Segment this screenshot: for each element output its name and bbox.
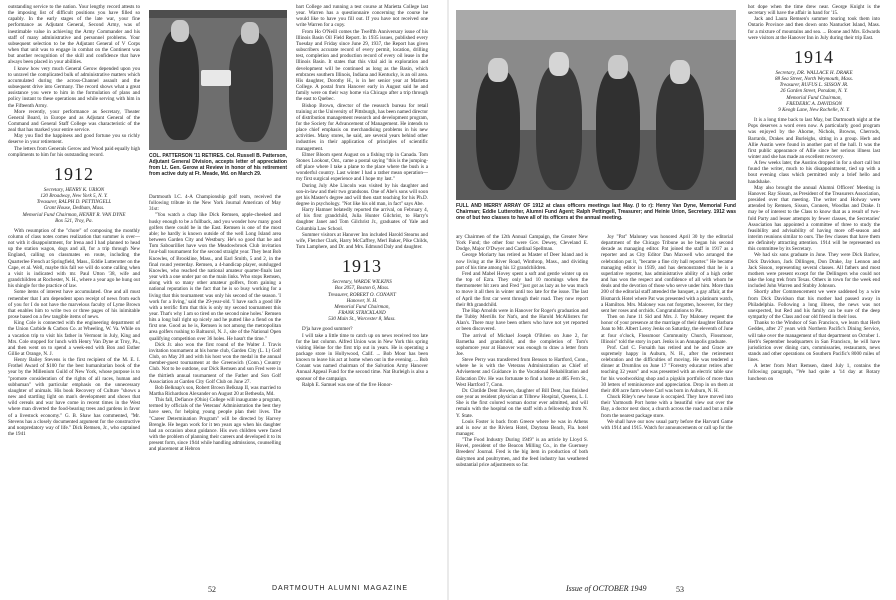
fund-chairman-address: 9 Keogh Lane, New Rochelle, N. Y. — [778, 106, 850, 113]
paragraph: The arrival of Michael Joseph O'Brien on June 2, for Barnetha and grandchild, and the completion of Tom's sophomore year at Hanover was enough to draw a letter from Joe. — [456, 332, 588, 357]
paragraph: We shall have our now usual party before the Harvard Game with 1914 and 1915. Watch for announcements or call up for the — [601, 418, 733, 431]
paragraph: D'ja have good summer? — [302, 326, 353, 333]
paragraph: Prof. Carl C. Forsaith has retired and he and Grace are supremely happy in Auburn, N. H., after the retirement celebration and the difficulties of moving. He was tendered a dinner at Drumlins on June 17 "Forestry educator retires after teaching 32 years" and was presented with an electric table saw for his woodworking shop and a pigskin portfolio of more than 30 letters of reminiscence and appreciation. Drop in on them at their 400 acre farm where Carl was born in Auburn, N. H. — [601, 344, 733, 394]
class-year-heading: 1913 — [342, 256, 382, 277]
paragraph: This fall, Defiance (Ohio) College will inaugurate a program, termed by officials of the Veterans' Administration the best they have seen, for helping young people plan their lives. The "Career Determination Program" will be directed by Harvey Brengle. He began work for it ten years ago when his daughter had an occasion about guidance. His own children were faced with the problem of planning their careers and developed it to its present form, since 1944 while handling admissions, counselling and placement at Hebron — [149, 397, 281, 453]
paragraph: Henry Bailey Stevens is the first recipient of the M. E. I. Frothel Award of $100 for the best humanitarian book of the year by the Millenium Guild of New York, whose purpose is to "promote consideration of the rights of all races, human and subhuman" with particular emphasis on the unnecessary slaughter of animals. His book Recovery of Culture "shows a new and startling light on man's development and shows that wild cereals and war have come in recent times in the West where man diverted the food-bearing trees and gardens in favor of a livestock economy." G. B. Shaw has commented, "Mr. Stevens has a closely documented argument for the constructive and nonpredatory way of life." Dick Remsen, Jr., who captained the 1941 — [8, 357, 140, 437]
paragraph: We had six sons graduate in June. They were Dick Barlow, Dick Davidson, Jack Dillingen, Don Drake, Jay Lennon and Jack Sisson, representing several classes. All fathers and most mothers were present except for the Dellingers who could not take the long trek from Texas. Others in town for the week end included John Warren and Stubby Johnson. — [748, 252, 880, 290]
treasurer-address: Hanover, N. H. — [346, 297, 378, 304]
paragraph: Steve Perry was transferred from Benson to Hartford, Conn., where he is with the Veterans Administration as Chief of Advisement and Guidance in the Vocational Rehabilitation and Education Div. He was fortunate to find a home at 485 Fern St., West Hartford 7, Conn. — [456, 357, 588, 388]
photo-caption: FULL AND MERRY ARRAY OF 1912 at class officers meetings last May. (l to r): Henry Van Dyne, Memorial Fund Chairman; Eddie Lutterotter, Alumni Fund Agent; Ralph Pettingell, Treasurer; and Heinie Urion, Secretary. 1912 was one of but two classes to have all of its officers at the annual meeting. — [456, 203, 736, 221]
class-year-heading: 1914 — [794, 46, 834, 67]
right-column-1 — [456, 234, 588, 578]
right-column-3 — [748, 4, 880, 582]
right-column-2 — [601, 234, 733, 578]
paragraph: The letters from Generals Gerow and Wood paid equally high compliments to him for his outstanding record. — [8, 145, 140, 158]
secretary-line: Secretary, DR. WALLACE H. DRAKE — [775, 69, 853, 76]
secretary-line: Secretary, WARDE WILKINS — [332, 279, 392, 286]
retirement-photo — [149, 10, 287, 150]
paragraph: "The Food Industry During 1949" is an article by Lloyd S. Hovel, president of the Beacon Milling Co., in the Guernsey Breeders' Journal. Fred is the big item in production of both dairymen and poultrymen, and the feed industry has weathered substantial price adjustments so far. — [456, 437, 588, 468]
left-column-3 — [296, 4, 428, 582]
paragraph: With resumption of the "chore" of composing the monthly column of class notes comes realization that summer is over—not with it disappointment, for Irena and I had planned to head up the station wagon, dogs and all, for a trip through New England, calling on classmates en route, including the Quarterlee French at Springfield, Mass., Eddie Lutterotter on the Cape, et al. Well, maybe this fall we will do some calling when a visit is indicated with mr. Paul Utton '38, wife and grandchildren at Rochester, N. H., where a year ago he hung out his shingle for the practice of law. — [8, 227, 140, 290]
paragraph: hot dope when the time drew near. George Knight is the secretary will have the affair in hand for '15. — [748, 4, 880, 17]
paragraph: Dr. Clotilde Dent Bowen, daughter of Bill Dent, has finished one year as resident physician at Tilbrew Hospital, Queens, L. I. She is the first colored woman doctor ever admitted, and will remain with the hospital on the staff with a fellowship from N. Y. State. — [456, 387, 588, 419]
fund-chairman-line: Memorial Fund Chairman, HENRY R. VAN DYNE — [22, 211, 126, 218]
paragraph: Harry Hamner belatedly reported the arrival, on February 4, of his first grandchild, Julia Hunter Gilchrist, to Harry's daughter Janet and Tom Gilchrist Jr., graduates of Yale and Columbia Law School. — [296, 207, 428, 232]
treasurer-line: Treasurer, ROBERT O. CONANT — [328, 291, 396, 298]
paragraph: May also brought the annual Alumni Officers' Meeting in Hanover. Ray Sisson, as President of the Treasurers Association, presided over that meeting. The writer and Holway were attended by Remsen, Sisson, Conners, Woodlas and Drake. It may be of interest to the Class to know that as a result of two-fold Party and lesser attempts by fewer classes, the Secretaries' Association has appointed a committee of three to study the feasibility and advisability of having more off-season and interim reunions similar to ours. The few classes that have them are definitely attracting attention. 1914 will be represented on this committee by its Secretary. — [748, 184, 880, 253]
issue-label: Issue of OCTOBER 1949 — [566, 584, 647, 593]
paragraph: Bob Belknap's son, Robert Brown Belknap II, was married to Martha Richardson Alexander on August 20 at Bethesda, Md. — [149, 384, 281, 397]
paragraph: outstanding service to the nation. Your lengthy record attests to the imposing list of difficult positions you have filled so capably. In the early stages of the late war, your fine performance as Adjutant General, Second Army, was of inestimable value in achieving the Army Commander and his staff of many administrative and personnel problems. Your subsequent selection to be the Adjutant General of V Corps when that unit was to engage in combat on the Continent was but another recognition of the skill and confidence that have always been placed in your abilities. — [8, 4, 140, 66]
fund-chairman-name: FRANK STRICKLAND — [338, 310, 386, 317]
paragraph: George Moriarty has retired as Master of Deer Island and is now living at the River Road, Winthrop, Mass., and dividing part of his time among his 12 grandchildren. — [456, 252, 588, 271]
left-column-1 — [8, 4, 140, 582]
paragraph: The Hap Arnolds were in Hanover for Roger's graduation and the Tubby Merrills for Nat's, and the Harold McAllisters for Alan's. There may have been others who have not yet reported or been discovered. — [456, 307, 588, 333]
treasurer-line: Treasurer, RUFUS L. SISSON JR. — [779, 82, 849, 89]
paragraph: Joy "Pat" Maloney was honored April 30 by the editorial department of the Chicago Tribune as he began his second decade as managing editor. Pat joined the staff in 1917 as a reporter and as City Editor Dan Maxwell who arranged the celebration put it, "became a fine city hall reporter." He became managing editor in 1939, and has demonstrated that he is a superlative reporter, has administrative ability of a high order and has won the respect and confidence of all with whom he deals and the devotion of those who serve under him. More than 200 of the editorial staff attended the banquet, a gay affair, at the Bismarck Hotel where Pat was presented with a platinum watch, a Hamilton. Mrs. Maloney was not forgotten, however, for they sent her roses and orchids. Congratulations to Pat. — [601, 234, 733, 314]
magazine-title: DARTMOUTH ALUMNI MAGAZINE — [272, 585, 409, 592]
paragraph: Dartmouth I.C. 4-A Championship golf team, received the following tribute in the New York Journal American of May 31st: — [149, 194, 281, 213]
retirement-letter-text — [8, 4, 140, 158]
fund-chairman-address: Box 521, Troy, Pa. — [55, 217, 93, 224]
class-officers-photo — [456, 10, 736, 200]
treasurer-address: Grant House, Dedham, Mass. — [43, 205, 105, 212]
paragraph: "You watch a chap like Dick Remsen, apple-cheeked and husky enough to be a fullback, and you wonder how many good golfers there could be in the East. Remsen is one of the most able; he hardly is known outside of the well Long Island area between Garden City and Westbury. He's so good that he and Tom Sabourilliet have won the Meadowbrook Club invitation four-ball tournament for the second straight year. They beat Bob Knowles, of Brookline, Mass., and Earl Smith, 5 and 2, in the final round yesterday. Remsen, a 4-handicap player, outslugged Knowles, who reached the national amateur quarter-finals last year with a one under par on the main links. Who stops Remsen, along with so many other amateur golfers, from gaining a national reputation is the fact that he is so busy working for a living that this tournament was only his second of the season. 'I work for a living,' said the 29-year-old. 'I have such a good life with a terrific firm that this is only my second tournament this year. That's why I am so tired on the second nine holes.' Remsen hits a long ball right up nicely and he putted like a fiend on the first one. Good as he is, Remsen is not among the metropolitan area golfers rushing to Baltusrol, N. J., site of the National Open qualifying competition over 36 holes. He hasn't the time." — [149, 212, 281, 342]
treasurer-address: 26 Garden Street, Potsdam, N. Y. — [780, 88, 848, 95]
fund-chairman-line: Memorial Fund Chairman, — [786, 94, 842, 101]
paragraph: Thanks to the Windsor of San Francisco, we learn that Herb Geddes, after 27 years with Northern Pacific's Dining Service, will take over the management of that department on October 1. Herb's September headquarters in San Francisco, he will have jurisdiction over dining cars, commissaries, restaurants, news stands and other operations on Southern Pacific's 8000 miles of lines. — [748, 320, 880, 364]
treasurer-line: Treasurer, RALPH D. PETTINGELL — [36, 199, 112, 206]
paragraph: Jack and Laura Remsen's summer touring took them into Ontario Province and then down onto Nantucket Island, Mass. for a mixture of mountains and sea. ... Boone and Mrs. Edwards were visitors at the Hanover Inn in July during their trip East. — [748, 16, 880, 41]
secretary-address: Box 2057, Boston 6, Mass. — [334, 285, 390, 292]
paragraph: During July Abe Lincoln was visited by his daughter and son-in-law and their two grandsons. One of Abe's sons will soon get his Master's degree and will then start teaching for his Ph.D. degree in psychology. "Not like his old man, in fact" says Abe. — [296, 182, 428, 207]
paragraph: Bishop Brown, director of the research bureau for retail training at the University of Pittsburgh, has been named director of distribution management research and development program, for the Society for Advancement of Management. He intends to place chief emphasis on merchandising problems in his new activities. Many stores, he said, are several years behind other industries in their application of principles of scientific management. — [296, 102, 428, 152]
fund-chairman-address: 530 Main St., Worcester 8, Mass. — [328, 316, 396, 323]
paragraph: Some items of interest have accumulated. One and all must remember that I am dependent upon receipt of news from each of you for I do not have the marvelous faculty of Lyme Brown that enables him to write two or three pages of his inimitable prose based on a few tangible items of news. — [8, 289, 140, 321]
paragraph: I will take a little time to catch up on news received too late for the last column. Alfred Union was in New York this spring visiting Heine for the first trip out in years. He is operating a package store in Hollywood, Calif. ... Bob Moor has been known to leave his act at home when out in the evening. ... Bob Conant was named chairman of the Salvation Army Hanover Annual Appeal Fund for the second time. Nat Burleigh is also a sponsor of the campaign. — [296, 332, 428, 382]
paragraph: Shortly after Commencement we were saddened by a wire from Dick Davidson that his mother had passed away in Philadelphia. Following a long illness, the news was not unexpected, but Red and his family can be sure of the deep sympathy of the Class and our old friend in their loss. — [748, 289, 880, 321]
paragraph: I know how very much General Gerow depended upon you to unravel the complicated bulk of administrative matters which accumulated during the across-Channel assault and the subsequent drive into Germany. The record shows what a great assistance you were to him in the formulation of plans and policy instant to these operations and while serving with him in the Fifteenth Army. — [8, 65, 140, 109]
left-column-2 — [149, 194, 281, 578]
fund-chairman-name: FREDERIC A. DAVIDSON — [786, 100, 842, 107]
right-page — [448, 0, 896, 600]
paragraph: Dick Jr. also won the first round of the Walter J. Travis invitation tournament at his home club, Garden City (L. I.) Golf Club, on May 20 and with his host won the medal in the annual member-guest tournament at the Greenwich (Conn.) Country Club. Not to be outdone, our Dick Remsen and son Fred were in the thirtieth annual tournament of the Father and Son Golf Association at Garden City Golf Club on June 27. — [149, 341, 281, 385]
paragraph: ary Chairmen of the 12th Annual Campaign, the Greater New York Fund; the other four were Gov. Dewey, Cleveland E. Dodge, Major O'Dwyer and Cardinal Spellman. — [456, 234, 588, 253]
secretary-address: 88 Sea Street, North Weymouth, Mass. — [774, 76, 853, 83]
paragraph: Elmer Bloom spent August on a fishing trip in Canada. Tom Stonex Lookout, Ont., came a postal saying "this is the jumping-off place where I take a plane to the place where the bush is a wonderful country. Last winter I had a rather mean operation—my first surgical experience and I hope my last." — [296, 151, 428, 183]
paragraph: Then on June 11 Sid and Mrs. J. Toy Maloney request the honor of your presence at the marriage of their daughter Barbara Joan to Mr. Albert Leroy Jenks on Saturday, the eleventh of June at four o'clock, Flossmoor Community Church, Flossmoor, Illinois" told the story in part. Jenks is an Annapolis graduate. — [601, 314, 733, 345]
class-year-heading: 1912 — [54, 163, 94, 184]
paragraph: More recently, your performance as Secretary, Theater General Board, in Europe and as Adjutant General of the Command and General Staff College was characteristic of the zeal that has marked your entire service. — [8, 108, 140, 134]
secretary-line: Secretary, HENRY K. URION — [43, 186, 105, 193]
paragraph: Chuck Riley's new house is occupied. They have moved into their Yarmouth Port home with a beautiful view out over the Bay, a doctor next door, a church across the road and but a mile from the nearest package store. — [601, 394, 733, 419]
page-number: 53 — [676, 585, 684, 594]
paragraph: From Ho O'Neill comes the Twelfth Anniversary issue of his Illinois Basin Oil Field Report. In 1935 issues, published every Tuesday and Friday since June 29, 1937, the Report has given subscribers accurate record of every permit, location, drilling test, completion and production record of every oil lease in the Illinois Basin. It states that this vital aid in exploration and development will be continued as long as the Basin, which embraces southern Illinois, Indiana and Kentucky, is an oil area. His daughter, Dorothy H., is in her senior year at Marietta College. A postal from Hanover early in August said he and family were on their way home via Chicago after a trip through the east to Quebec. — [296, 28, 428, 103]
fund-chairman-line: Memorial Fund Chairman, — [334, 303, 390, 310]
paragraph: Ralph E. Samuel was one of the five Honor- — [302, 381, 393, 388]
page-number: 52 — [208, 585, 216, 594]
paragraph: bart College and running a test course at Marietta College last year. Warren has a questionnaire concerning the course he would like to have you fill out. If you have not received one write Warren for a copy. — [296, 4, 428, 29]
paragraph: A few weeks later, the Austins dropped in for a short call but found the writer, much to his disappointment, tied up with a bout evening class which permitted only a brief hello and handshake. — [748, 160, 880, 185]
secretary-address: 120 Broadway, New York 5, N. Y. — [40, 193, 108, 200]
paragraph: Fred and Mabel Hovey spent a soft and gentle winter up on the top of Ezra. They only had 10 mornings when the thermometer hit zero and Fred "just got as lazy as he was much to move it all then in winter until too late for the issue. The last of April the first car went through their road. They now report their 8th grandchild. — [456, 270, 588, 308]
paragraph: May you find the happiness and good fortune you so richly deserve in your retirement. — [8, 133, 140, 146]
paragraph: Louis Foster is back from Greece where he was in Athens and is now at the Riviera Hotel, Daytona Beach, Fla. hotel manager. — [456, 418, 588, 437]
photo-caption: COL. PATTERSON '11 RETIRES. Col. Russell B. Patterson, Adjutant General Division, accepts letter of appreciation from Lt. Gen. Gerow at Review in honor of his retirement from active duty at Ft. Meade, Md. on March 29. — [149, 153, 287, 177]
paragraph: Summer visitors at Hanover Inn included Harold Stearns and wife, Fletcher Clark, Harry McCaffrey, Merl Baker, Pike Childs, Tom Lamphere, and Dr. and Mrs. Edmund Daly and daughter. — [296, 231, 428, 251]
paragraph: King Cole is connected with the engineering department of the Union Carbide & Carbon Co. at Wheeling, W. Va. While on a vacation trip to visit his father in Vermont in July, King and Mrs. Cole stopped for lunch with Henry Van Dyne at Troy, Pa., and then went on to spend a week-end with Bon and Esther Gillie at Orange, N. J. — [8, 320, 140, 357]
paragraph: A letter from Mort Remsen, dated July 1, contains the following paragraph, "We had quite a '14 day at Rotary luncheon on — [748, 363, 880, 382]
paragraph: It is a long time back to last May, but Dartmouth night at the Pops deserves a word even now. A particularly good program was enjoyed by the Ahorne, Nichols, Browns, Cherrods, Barrards, Drakes and Burleighs, sitting in a group. Herb and Allie Austin were found in another part of the hall. It was the first public appearance of Allie since her serious illness last winter and she has made an excellent recovery. — [748, 117, 880, 160]
